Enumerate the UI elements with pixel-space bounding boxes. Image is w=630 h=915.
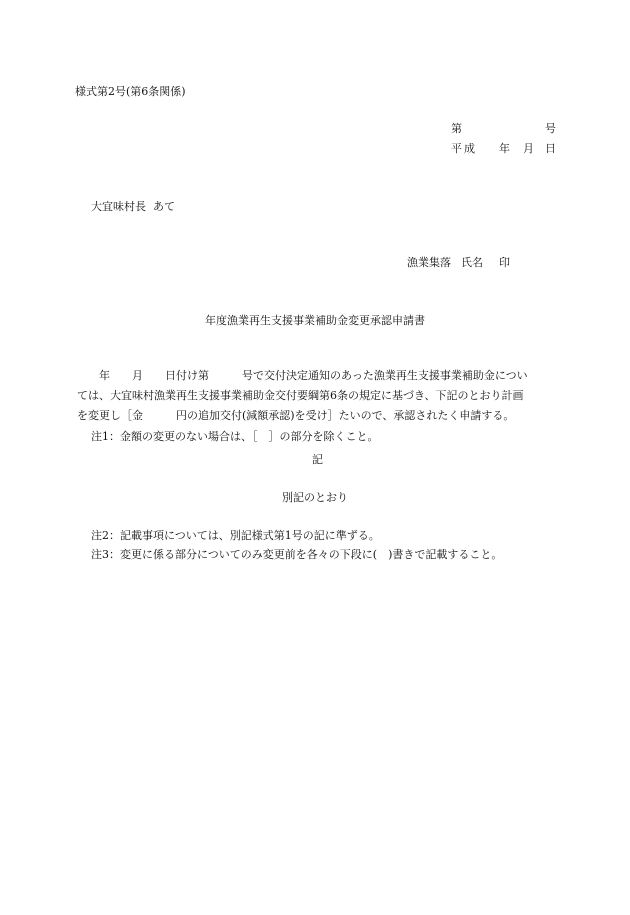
form-number: 様式第2号(第6条関係) [75,85,186,98]
body-paragraph [77,366,555,426]
addressee: 大宜味村長 あて [91,200,175,213]
date-era: 平成 [451,142,477,155]
body-line-2: ては、大宜味村漁業再生支援事業補助金交付要綱第6条の規定に基づき、下記のとおり計画 [77,389,524,402]
date-day-label: 日 [545,142,556,155]
body-line-3: を変更し［金 円の追加交付(減額承認)を受け］たいので、承認されたく申請する。 [77,409,515,422]
document-number-label: 第 [451,122,462,135]
body-line-1: 年 月 日付け第 号で交付決定通知のあった漁業再生支援事業補助金につい [77,369,528,382]
note-3: 注3：変更に係る部分についてのみ変更前を各々の下段に( )書きで記載すること。 [91,548,503,561]
document-title: 年度漁業再生支援事業補助金変更承認申請書 [205,314,425,327]
ki-heading: 記 [312,453,323,466]
note-1: 注1：金額の変更のない場合は、［ ］の部分を除くこと。 [91,430,379,443]
date-month-label: 月 [523,142,534,155]
seal-label: 印 [499,256,510,269]
document-number-suffix: 号 [545,122,556,135]
see-attached: 別記のとおり [282,491,348,504]
applicant-organization-label: 漁業集落 [407,256,451,269]
applicant-name-label: 氏名 [461,256,483,269]
date-year-label: 年 [499,142,510,155]
note-2: 注2：記載事項については、別記様式第1号の記に準ずる。 [91,529,380,542]
